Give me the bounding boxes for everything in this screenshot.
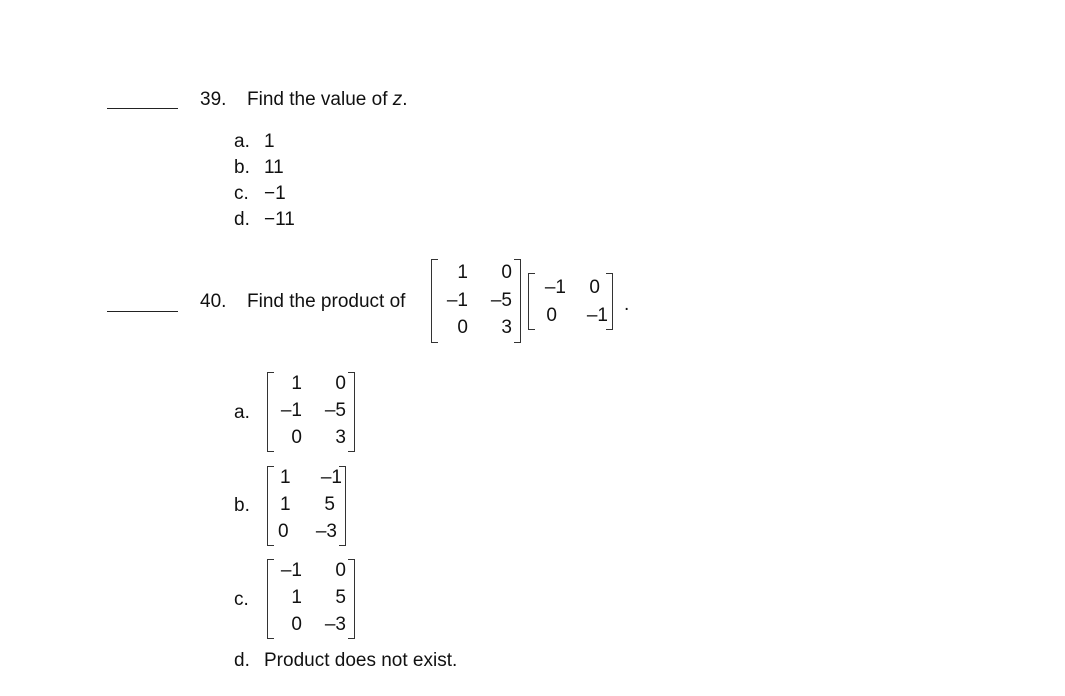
matrix-cell: 1	[291, 587, 302, 608]
matrix-cell: –3	[315, 521, 337, 542]
choice-text: 11	[264, 157, 284, 178]
choice-a-matrix	[267, 372, 355, 452]
matrix-cell: –1	[320, 467, 342, 488]
choice-39-c[interactable]	[234, 183, 286, 205]
choice-text: −11	[264, 209, 295, 230]
answer-blank-39[interactable]	[107, 108, 178, 109]
choice-letter: b.	[234, 495, 250, 516]
matrix-cell: –5	[324, 400, 346, 421]
choice-text: Product does not exist.	[264, 650, 458, 671]
matrix-cell: –1	[280, 560, 302, 581]
choice-40-d[interactable]	[234, 650, 457, 672]
choice-letter: d.	[234, 650, 250, 671]
matrix-a-cell: 3	[501, 317, 512, 338]
matrix-b-cell: 0	[589, 277, 600, 298]
matrix-cell: 0	[291, 427, 302, 448]
question-number-39: 39.	[200, 89, 227, 110]
question-number-40: 40.	[200, 291, 227, 312]
matrix-a	[431, 259, 521, 343]
matrix-cell: 0	[278, 521, 289, 542]
matrix-cell: 0	[291, 614, 302, 635]
choice-letter: a.	[234, 402, 250, 423]
answer-blank-40[interactable]	[107, 311, 178, 312]
choice-b-matrix	[267, 466, 346, 546]
matrix-a-cell: 1	[457, 262, 468, 283]
matrix-a-cell: –1	[446, 290, 468, 311]
matrix-b-cell: –1	[544, 277, 566, 298]
matrix-cell: 5	[324, 494, 335, 515]
choice-39-d[interactable]	[234, 209, 295, 231]
matrix-a-cell: –5	[490, 290, 512, 311]
matrix-b-cell: –1	[586, 305, 608, 326]
matrix-b	[528, 273, 613, 330]
choice-c-matrix	[267, 559, 355, 639]
question-prompt-40: Find the product of	[247, 291, 406, 312]
choice-letter: d.	[234, 209, 250, 230]
matrix-cell: 3	[335, 427, 346, 448]
question-prompt-39	[247, 89, 408, 111]
matrix-cell: 5	[335, 587, 346, 608]
choice-letter: c.	[234, 183, 249, 204]
choice-39-a[interactable]	[234, 131, 275, 153]
matrix-cell: 1	[280, 467, 291, 488]
prompt-text: Find the value of	[247, 89, 393, 110]
choice-letter: c.	[234, 589, 249, 610]
matrix-cell: 1	[280, 494, 291, 515]
trailing-period: .	[624, 294, 630, 315]
prompt-period: .	[402, 89, 408, 110]
choice-text: −1	[264, 183, 286, 204]
matrix-cell: –1	[280, 400, 302, 421]
matrix-a-cell: 0	[457, 317, 468, 338]
matrix-cell: 0	[335, 373, 346, 394]
matrix-cell: 0	[335, 560, 346, 581]
variable-z: z	[392, 89, 403, 110]
choice-text: 1	[264, 131, 275, 152]
choice-letter: b.	[234, 157, 250, 178]
matrix-cell: –3	[324, 614, 346, 635]
choice-letter: a.	[234, 131, 250, 152]
matrix-a-cell: 0	[501, 262, 512, 283]
matrix-b-cell: 0	[546, 305, 557, 326]
matrix-cell: 1	[291, 373, 302, 394]
choice-39-b[interactable]	[234, 157, 284, 179]
